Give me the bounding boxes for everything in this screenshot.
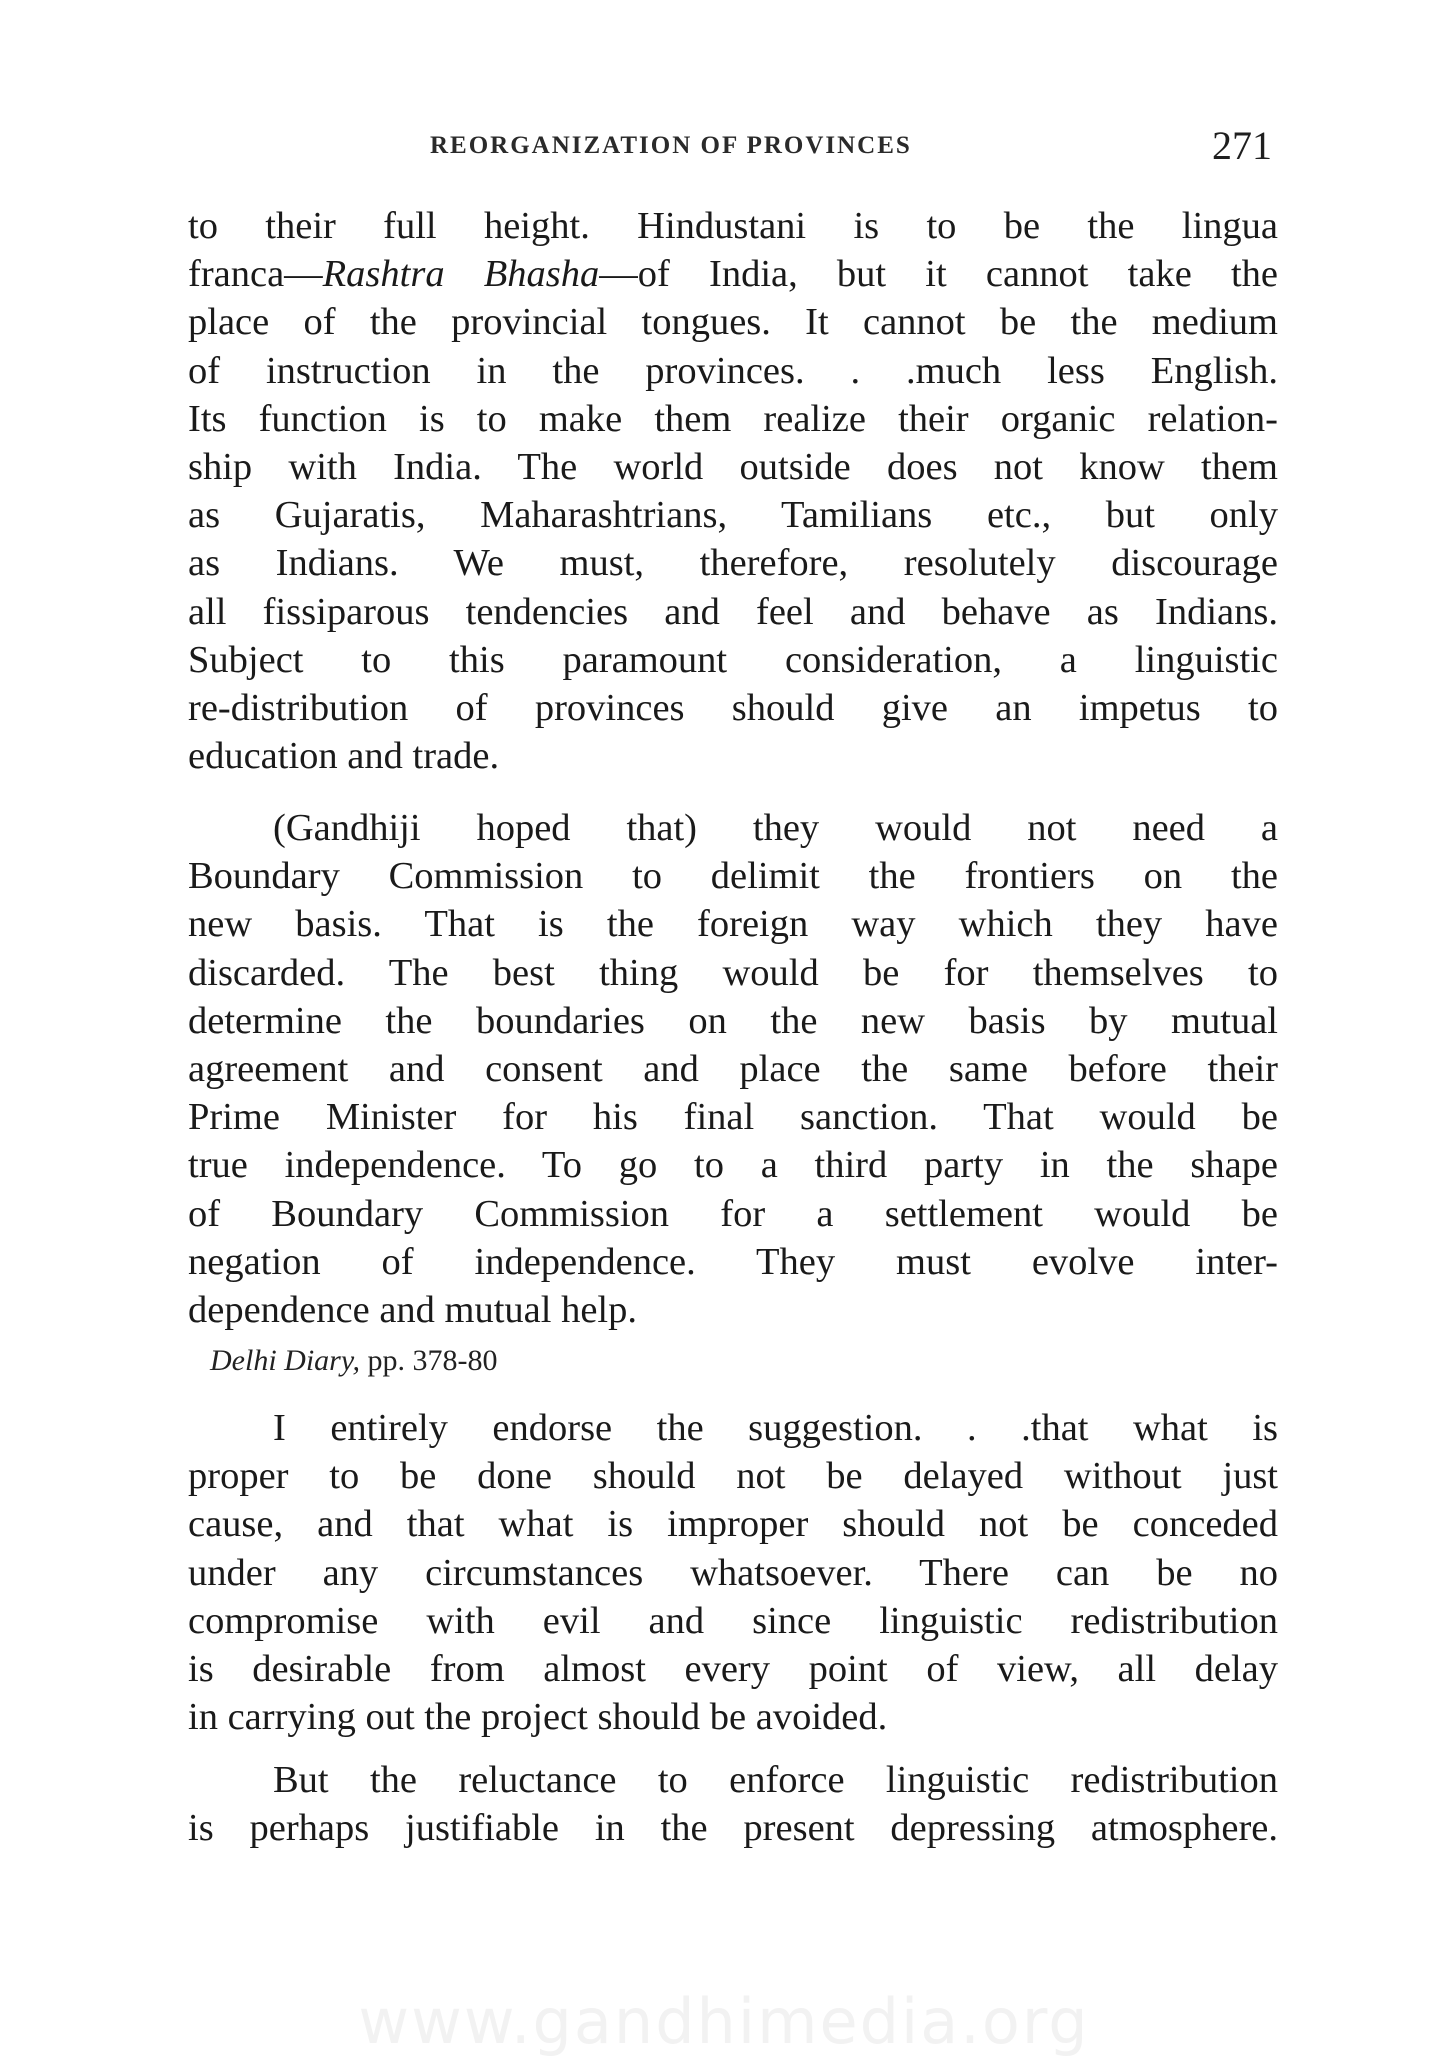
text-line: compromise with evil and since linguistic redistribution (188, 1599, 1278, 1642)
paragraph-4 (188, 1756, 1278, 1852)
paragraph-1 (188, 202, 1278, 780)
text-span: franca— (188, 253, 323, 296)
text-line: under any circumstances whatsoever. There can be no (188, 1551, 1278, 1594)
page-number: 271 (1212, 123, 1272, 168)
text-line: Subject to this paramount consideration, a linguistic (188, 638, 1278, 681)
running-head-title: REORGANIZATION OF PROVINCES (430, 132, 912, 159)
citation-source: Delhi Diary, (210, 1344, 360, 1377)
text-span: —of India, but it cannot take the (599, 253, 1278, 296)
text-line: Boundary Commission to delimit the frontiers on the (188, 855, 1278, 898)
text-line: of Boundary Commission for a settlement would be (188, 1192, 1278, 1235)
text-line: in carrying out the project should be avoided. (188, 1696, 888, 1739)
text-line: (Gandhiji hoped that) they would not need a (273, 807, 1278, 849)
citation-pages: pp. 378-80 (367, 1344, 498, 1377)
text-line: ship with India. The world outside does not know them (188, 446, 1278, 489)
text-line: place of the provincial tongues. It cannot be the medium (188, 301, 1278, 344)
text-line: proper to be done should not be delayed without just (188, 1455, 1278, 1498)
text-line: new basis. That is the foreign way which they have (188, 903, 1278, 946)
italic-term: Rashtra Bhasha (322, 253, 600, 296)
text-line: dependence and mutual help. (188, 1289, 637, 1332)
text-line: education and trade. (188, 735, 500, 778)
text-line: of instruction in the provinces. . .much less English. (188, 349, 1278, 392)
text-line: is perhaps justifiable in the present depressing atmosphere. (188, 1807, 1278, 1850)
text-line: to their full height. Hindustani is to be the lingua (188, 205, 1278, 247)
text-line: Its function is to make them realize their organic relation- (188, 397, 1278, 440)
text-line: Prime Minister for his final sanction. That would be (188, 1096, 1278, 1139)
citation (210, 1344, 498, 1378)
text-line: negation of independence. They must evolve inter- (188, 1240, 1278, 1283)
text-line: re-distribution of provinces should give an impetus to (188, 687, 1278, 730)
text-line: determine the boundaries on the new basis by mutual (188, 999, 1278, 1042)
text-line: I entirely endorse the suggestion. . .that what is (273, 1407, 1278, 1449)
text-line: is desirable from almost every point of view, all delay (188, 1648, 1278, 1691)
text-line: cause, and that what is improper should not be conceded (188, 1503, 1278, 1546)
text-line: discarded. The best thing would be for themselves to (188, 951, 1278, 994)
paragraph-2 (188, 804, 1278, 1334)
text-line: as Indians. We must, therefore, resolutely discourage (188, 542, 1278, 585)
text-line: as Gujaratis, Maharashtrians, Tamilians etc., but only (188, 494, 1278, 537)
text-line: But the reluctance to enforce linguistic redistribution (273, 1759, 1278, 1801)
paragraph-3 (188, 1404, 1278, 1741)
text-line: all fissiparous tendencies and feel and behave as Indians. (188, 590, 1278, 633)
text-line: agreement and consent and place the same before their (188, 1048, 1278, 1091)
text-line (188, 250, 1278, 298)
watermark: www.gandhimedia.org (358, 1985, 1090, 2058)
text-line: true independence. To go to a third party in the shape (188, 1144, 1278, 1187)
